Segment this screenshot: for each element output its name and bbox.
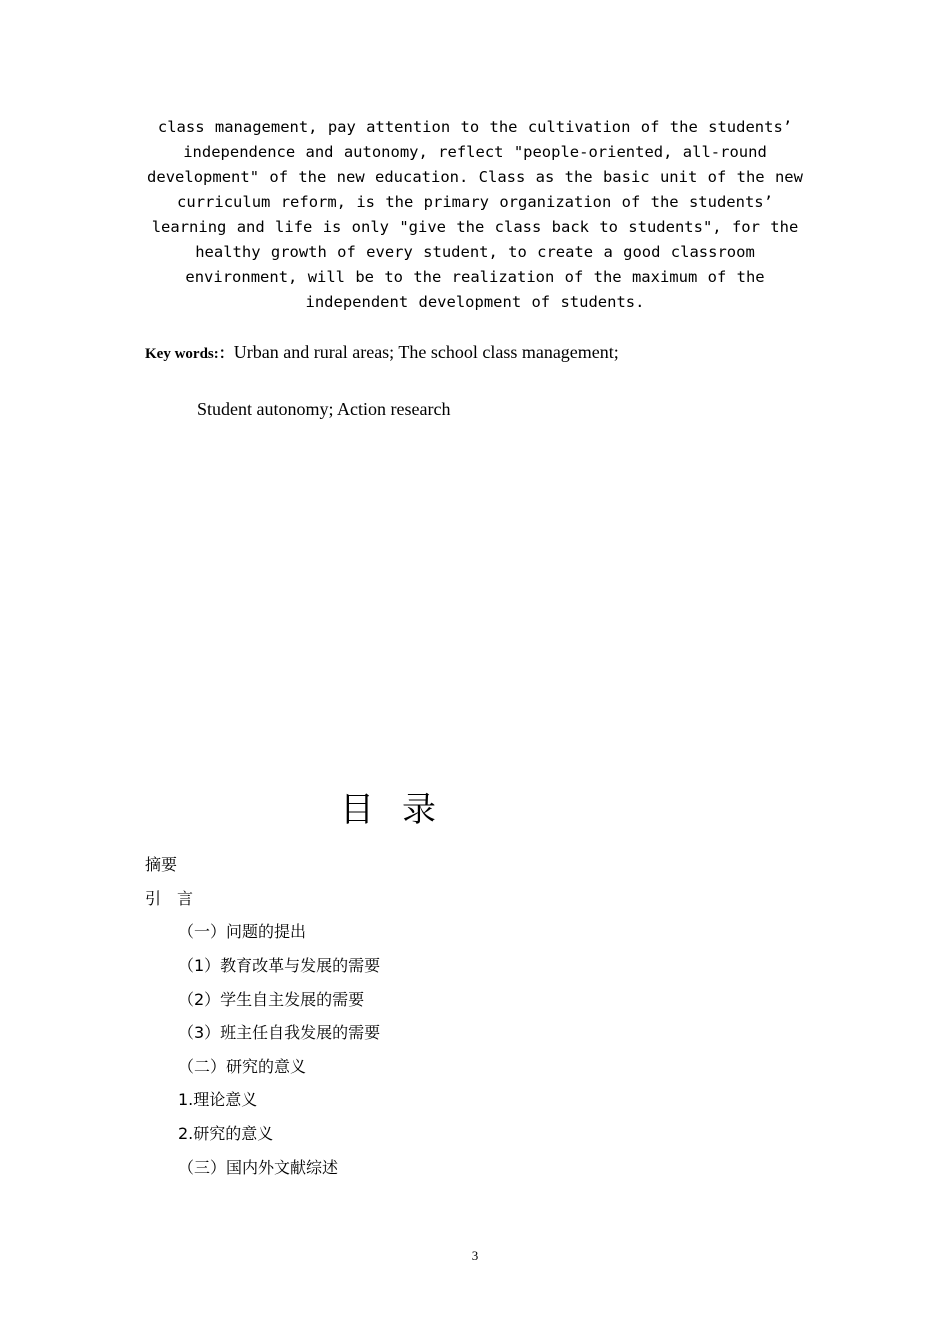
abstract-line: independence and autonomy, reflect "people-oriented, all-round (183, 143, 767, 161)
abstract-text (140, 115, 810, 315)
abstract-line: learning and life is only "give the class back to students", for the (151, 218, 799, 236)
keywords-label: Key words: (145, 346, 219, 362)
toc-item-literature-review[interactable]: （三）国内外文献综述 (178, 1158, 339, 1177)
toc-item-abstract[interactable]: 摘要 (145, 855, 178, 874)
abstract-line: environment, will be to the realization of the maximum of the (185, 268, 765, 286)
abstract-line: class management, pay attention to the cultivation of the students’ (157, 118, 793, 136)
toc-item-teacher-development-need[interactable]: （3）班主任自我发展的需要 (178, 1023, 381, 1042)
toc-item-research-meaning[interactable]: 2.研究的意义 (178, 1124, 274, 1143)
toc-item-introduction[interactable]: 引 言 (145, 889, 194, 908)
abstract-line: healthy growth of every student, to create a good classroom (195, 243, 755, 261)
keywords-line (145, 340, 619, 366)
abstract-line: development" of the new education. Class as the basic unit of the new (147, 168, 803, 186)
toc-item-research-significance[interactable]: （二）研究的意义 (178, 1057, 307, 1076)
keywords-colon: ： (218, 346, 234, 362)
toc-item-theoretical-significance[interactable]: 1.理论意义 (178, 1090, 258, 1109)
abstract-line: curriculum reform, is the primary organization of the students’ (177, 193, 773, 211)
toc-item-education-reform-need[interactable]: （1）教育改革与发展的需要 (178, 956, 381, 975)
abstract-line: independent development of students. (305, 293, 645, 311)
toc-item-student-development-need[interactable]: （2）学生自主发展的需要 (178, 990, 365, 1009)
toc-title: 目录 (340, 790, 464, 830)
keywords-continuation: Student autonomy; Action research (197, 399, 451, 419)
keywords-values: Urban and rural areas; The school class management; (233, 342, 619, 362)
toc-item-problem-statement[interactable]: （一）问题的提出 (178, 922, 307, 941)
page-number: 3 (471, 1248, 479, 1263)
